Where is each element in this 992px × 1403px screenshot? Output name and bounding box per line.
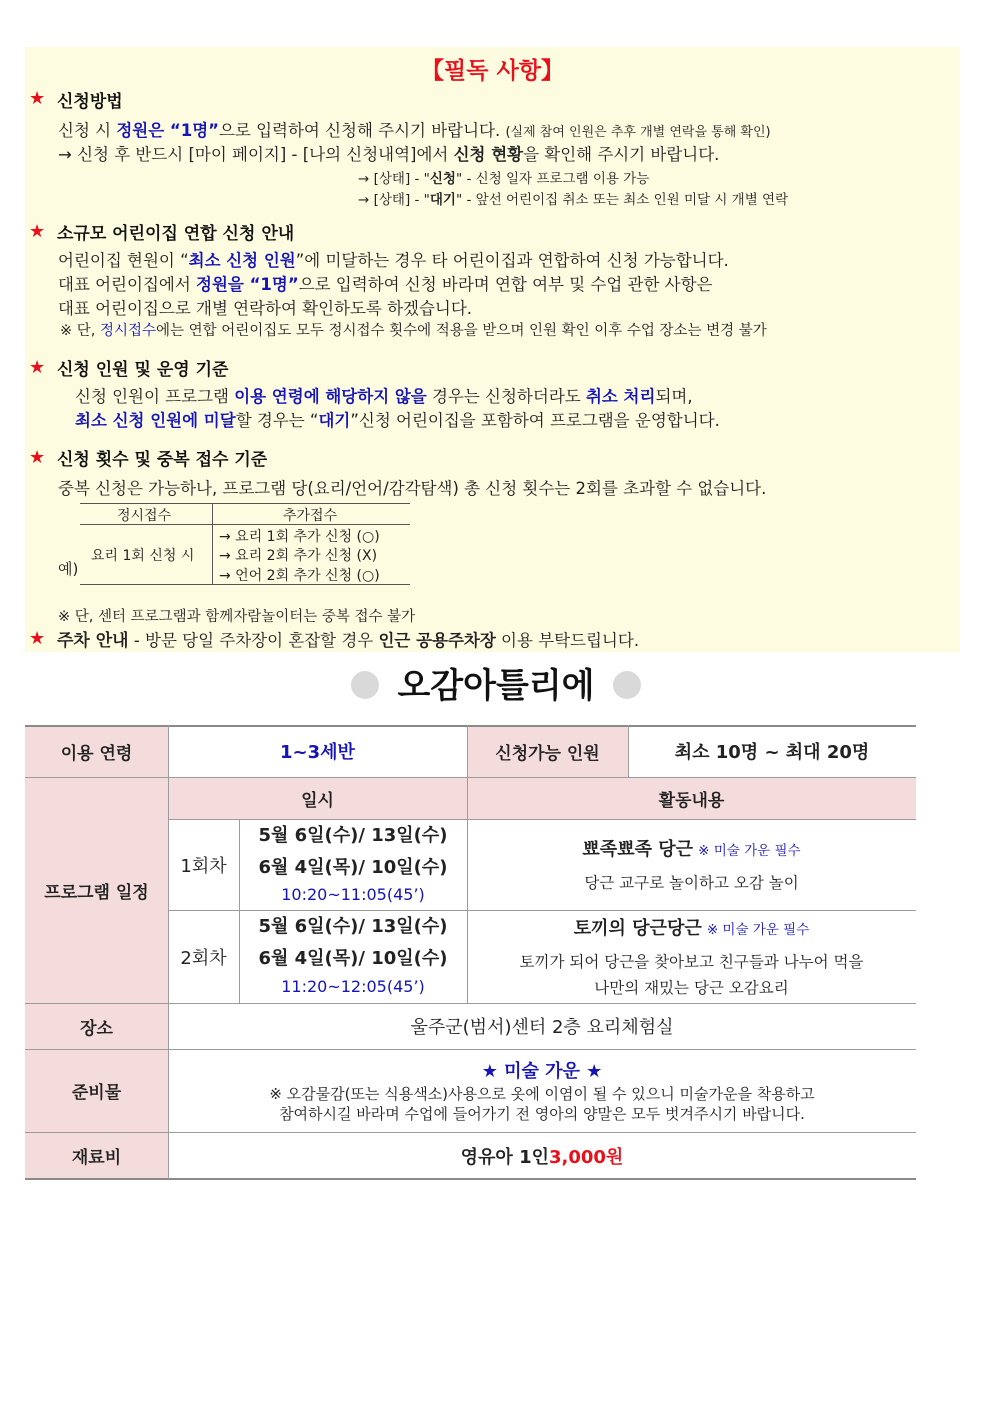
star-icon: ★: [29, 357, 46, 378]
star-icon: ★: [29, 447, 46, 468]
program-table: [25, 725, 916, 1180]
star-icon: ★: [29, 221, 46, 242]
section-heading-apply: 신청방법: [57, 92, 123, 112]
notice-title: 【필독 사항】: [421, 58, 564, 84]
age-label: 이용 연령: [25, 725, 168, 777]
section-heading-duplicate: 신청 횟수 및 중복 접수 기준: [57, 450, 268, 470]
joint-line-4: ※ 단, 정시접수에는 연합 어린이집도 모두 정시접수 횟수에 적용을 받으며 인원 확인 이후 수업 장소는 변경 불가: [60, 323, 767, 339]
joint-line-2: 대표 어린이집에서 정원을 “1명”으로 입력하여 신청 바라며 연합 여부 및 수업 관한 사항은: [58, 275, 713, 294]
example-case: 요리 1회 신청 시: [91, 548, 195, 564]
session-2-dates: 5월 6일(수)/ 13일(수) 6월 4일(목)/ 10일(수) 11:20~12:05(45’): [258, 916, 448, 996]
session-2-activity: 토끼의 당근당근 ※ 미술 가운 필수 토끼가 되어 당근을 찾아보고 친구들과 나누어 먹을 나만의 재밌는 당근 오감요리: [519, 918, 864, 997]
parking-line: 주차 안내 - 방문 당일 주차장이 혼잡할 경우 인근 공용주차장 이용 부탁드립니다.: [57, 631, 640, 651]
circle-icon: [351, 671, 379, 699]
section-heading-joint: 소규모 어린이집 연합 신청 안내: [57, 224, 295, 244]
program-title: 오감아틀리에: [0, 658, 992, 707]
prep-label: 준비물: [25, 1049, 168, 1132]
criteria-line-1: 신청 인원이 프로그램 이용 연령에 해당하지 않을 경우는 신청하더라도 취소 처리되며,: [75, 387, 693, 406]
example-row-1: → 요리 1회 추가 신청 (○): [219, 529, 380, 545]
section-heading-criteria: 신청 인원 및 운영 기준: [57, 360, 229, 380]
example-row-3: → 언어 2회 추가 신청 (○): [219, 568, 380, 584]
fee-value: 영유아 1인 3,000원: [460, 1146, 624, 1168]
example-row-2: → 요리 2회 추가 신청 (X): [219, 548, 378, 564]
duplicate-note: ※ 단, 센터 프로그램과 함께자람놀이터는 중복 접수 불가: [58, 609, 416, 625]
example-label: 예): [58, 560, 79, 578]
criteria-line-2: 최소 신청 인원에 미달할 경우는 “대기”신청 어린이집을 포함하여 프로그램을 운영합니다.: [75, 411, 720, 430]
age-value: 1~3세반: [280, 742, 355, 763]
star-icon: ★: [29, 88, 46, 109]
place-value: 울주군(범서)센터 2층 요리체험실: [410, 1017, 674, 1038]
date-header: 일시: [168, 777, 467, 819]
joint-line-3: 대표 어린이집으로 개별 연락하여 확인하도록 하겠습니다.: [58, 299, 473, 318]
duplicate-line-1: 중복 신청은 가능하나, 프로그램 당(요리/언어/감각탐색) 총 신청 횟수는 2회를 초과할 수 없습니다.: [58, 479, 767, 498]
apply-line-3: → [상태] - "신청" - 신청 일자 프로그램 이용 가능: [358, 171, 650, 187]
activity-header: 활동내용: [467, 777, 916, 819]
schedule-label: 프로그램 일정: [25, 777, 168, 1003]
session-1-name: 1회차: [180, 855, 227, 877]
fee-label: 재료비: [25, 1132, 168, 1179]
capacity-label: 신청가능 인원: [467, 725, 628, 777]
prep-value: ★ 미술 가운 ★ ※ 오감물감(또는 식용색소)사용으로 옷에 이염이 될 수 있으니 미술가운을 착용하고 참여하시길 바라며 수업에 들어가기 전 영아의 양말은 모두 벗겨주시기 바랍니다.: [269, 1061, 815, 1123]
apply-line-1: 신청 시 정원은 “1명”으로 입력하여 신청해 주시기 바랍니다. (실제 참여 인원은 추후 개별 연락을 통해 확인): [58, 121, 771, 140]
session-1-activity: 뾰족뾰족 당근 ※ 미술 가운 필수 당근 교구로 놀이하고 오감 놀이: [582, 839, 801, 892]
star-icon: ★: [29, 628, 46, 649]
place-label: 장소: [25, 1003, 168, 1049]
joint-line-1: 어린이집 현원이 “최소 신청 인원”에 미달하는 경우 타 어린이집과 연합하여 신청 가능합니다.: [58, 251, 729, 270]
apply-line-4: → [상태] - "대기" - 앞선 어린이집 취소 또는 최소 인원 미달 시 개별 연락: [358, 192, 789, 208]
circle-icon: [613, 671, 641, 699]
example-header-extra: 추가접수: [283, 508, 338, 524]
apply-line-2: → 신청 후 반드시 [마이 페이지] - [나의 신청내역]에서 신청 현황을 확인해 주시기 바랍니다.: [58, 145, 720, 164]
capacity-value: 최소 10명 ~ 최대 20명: [674, 742, 870, 763]
session-2-name: 2회차: [180, 947, 227, 969]
example-header-regular: 정시접수: [117, 508, 172, 524]
session-1-dates: 5월 6일(수)/ 13일(수) 6월 4일(목)/ 10일(수) 10:20~11:05(45’): [258, 825, 448, 904]
